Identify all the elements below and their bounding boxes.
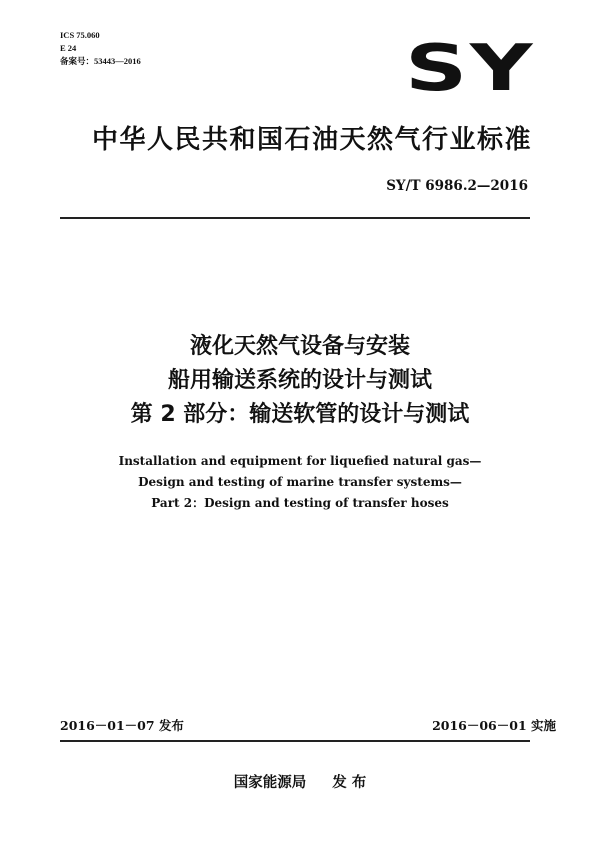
chinese-title <box>0 330 600 432</box>
top-divider <box>60 217 530 219</box>
chinese-title-line-2: 船用输送系统的设计与测试 <box>167 368 432 393</box>
english-title-line-1: Installation and equipment for liquefied natural gas— <box>118 454 482 468</box>
chinese-title-line-3: 第 2 部分：输送软管的设计与测试 <box>130 402 470 427</box>
ccs-code: E 24 <box>60 43 77 53</box>
english-title-line-2: Design and testing of marine transfer systems— <box>138 475 462 489</box>
classification-block <box>60 29 141 68</box>
english-title <box>0 451 600 514</box>
bottom-divider <box>60 740 530 742</box>
chinese-title-line-1: 液化天然气设备与安装 <box>189 334 410 359</box>
issuer-action: 发 布 <box>332 775 367 791</box>
ics-code: ICS 75.060 <box>60 30 100 40</box>
issuer-name: 国家能源局 <box>233 775 307 791</box>
effective-date: 2016－06－01 实施 <box>432 718 556 733</box>
issue-date: 2016－01－07 发布 <box>60 718 184 733</box>
standard-category-title: 中华人民共和国石油天然气行业标准 <box>92 125 533 155</box>
issuer-line <box>0 771 600 792</box>
standard-number: SY/T 6986.2—2016 <box>386 178 528 194</box>
sy-logo: SY <box>405 32 536 106</box>
english-title-line-3: Part 2：Design and testing of transfer hoses <box>151 496 449 510</box>
filing-number: 备案号：53443—2016 <box>60 56 141 66</box>
